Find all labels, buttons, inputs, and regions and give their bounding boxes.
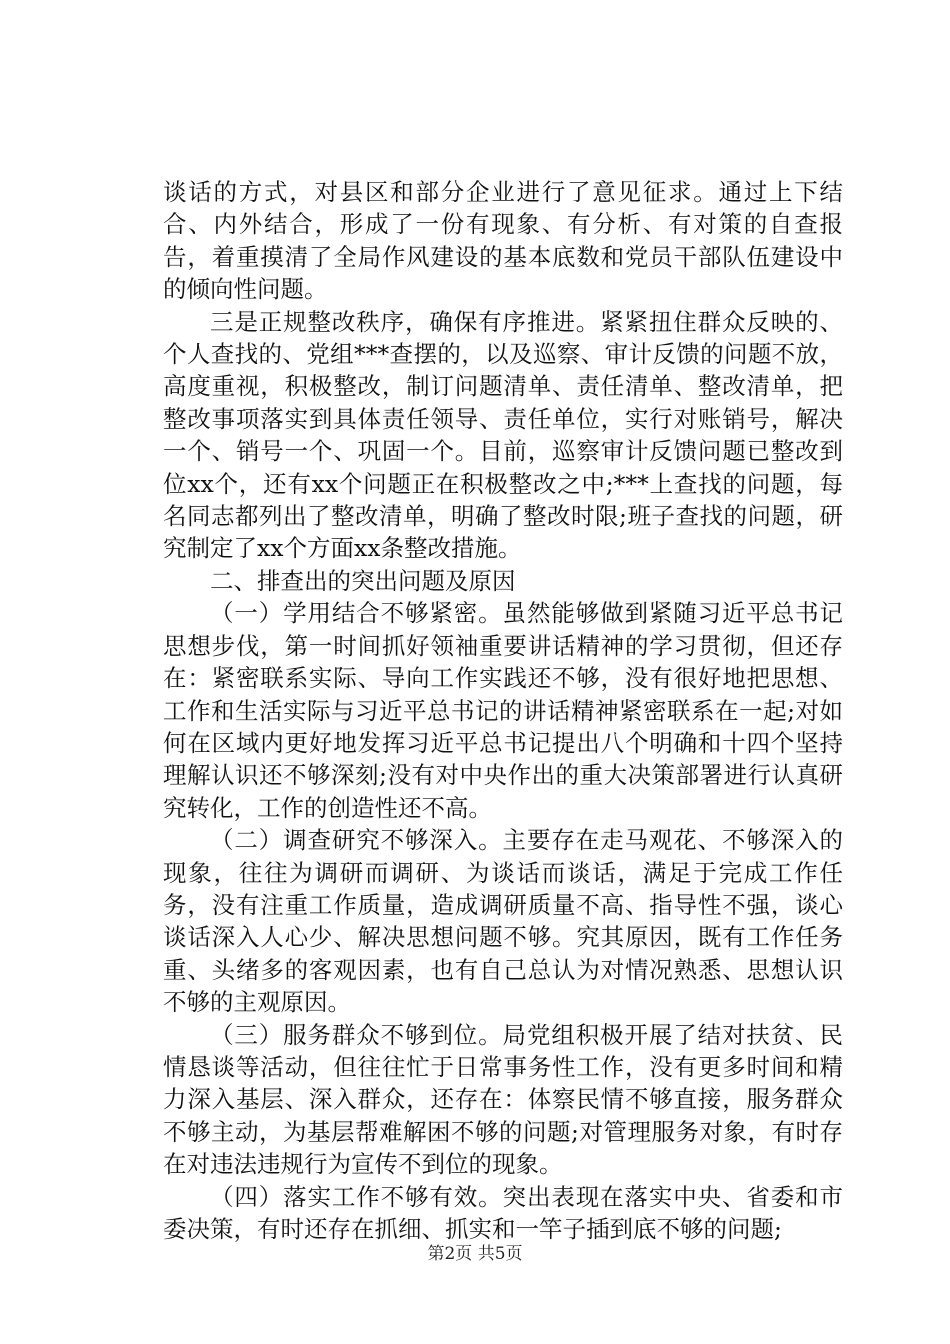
paragraph-continuation: 谈话的方式，对县区和部分企业进行了意见征求。通过上下结合、内外结合，形成了一份有现象、有分析、有对策的自查报告，着重摸清了全局作风建设的基本底数和党员干部队伍建设中的倾向性问题。: [163, 178, 843, 304]
section-heading-problems: 二、排查出的突出问题及原因: [210, 566, 516, 595]
paragraph-problem-1: （一）学用结合不够紧密。虽然能够做到紧随习近平总书记思想步伐，第一时间抓好领袖重要讲话精神的学习贯彻，但还存在：紧密联系实际、导向工作实践还不够，没有很好地把思想、工作和生活实际与习近平总书记的讲话精神紧密联系在一起;对如何在区域内更好地发挥习近平总书记提出八个明确和十四个坚持理解认识还不够深刻;没有对中央作出的重大决策部署进行认真研究转化，工作的创造性还不高。: [163, 599, 843, 822]
page-number-footer: 第2页 共5页: [427, 1244, 523, 1264]
paragraph-rectification-order: 三是正规整改秩序，确保有序推进。紧紧扭住群众反映的、个人查找的、党组***查摆的，以及巡察、审计反馈的问题不放，高度重视，积极整改，制订问题清单、责任清单、整改清单，把整改事项落实到具体责任领导、责任单位，实行对账销号，解决一个、销号一个、巩固一个。目前，巡察审计反馈问题已整改到位xx个，还有xx个问题正在积极整改之中;***上查找的问题，每名同志都列出了整改清单，明确了整改时限;班子查找的问题，研究制定了xx个方面xx条整改措施。: [163, 307, 843, 563]
document-body: [163, 176, 843, 1245]
paragraph-problem-4: （四）落实工作不够有效。突出表现在落实中央、省委和市委决策，有时还存在抓细、抓实和一竿子插到底不够的问题;: [163, 1182, 843, 1243]
paragraph-problem-2: （二）调查研究不够深入。主要存在走马观花、不够深入的现象，往往为调研而调研、为谈话而谈话，满足于完成工作任务，没有注重工作质量，造成调研质量不高、指导性不强，谈心谈话深入人心少、解决思想问题不够。究其原因，既有工作任务重、头绪多的客观因素，也有自己总认为对情况熟悉、思想认识不够的主观原因。: [163, 826, 843, 1017]
paragraph-problem-3: （三）服务群众不够到位。局党组积极开展了结对扶贫、民情恳谈等活动，但往往忙于日常事务性工作，没有更多时间和精力深入基层、深入群众，还存在：体察民情不够直接，服务群众不够主动，为基层帮难解困不够的问题;对管理服务对象，有时存在对违法违规行为宣传不到位的现象。: [163, 1020, 843, 1179]
